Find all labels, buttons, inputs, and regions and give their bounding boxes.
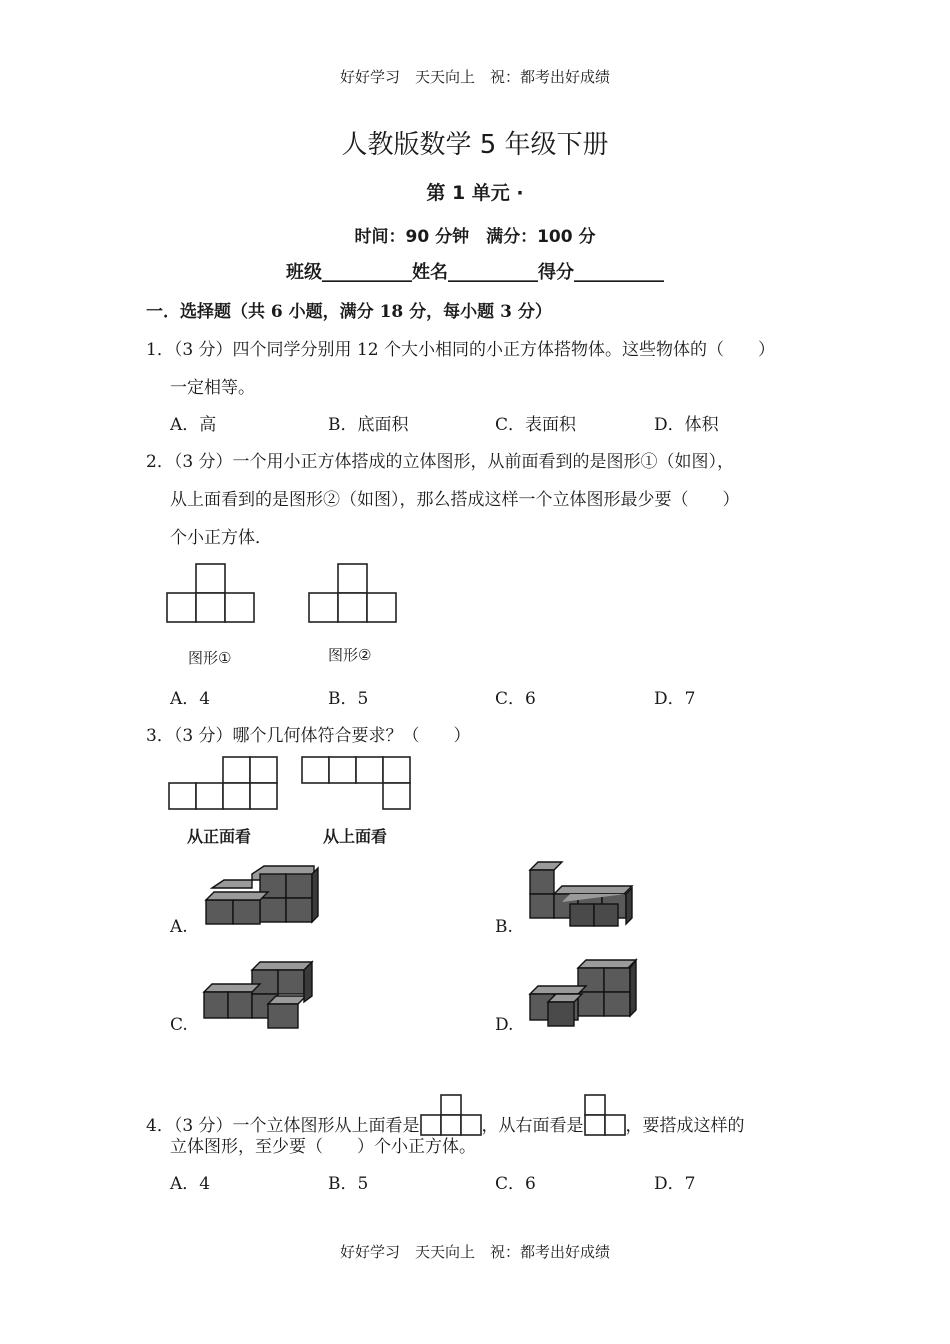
- name-blank[interactable]: __________: [448, 262, 538, 283]
- q4-line1: [146, 1093, 745, 1137]
- q2-option-b[interactable]: B．5: [328, 689, 369, 709]
- q3-option-b-solid: [528, 860, 638, 932]
- q3-front-view: [168, 756, 280, 812]
- name-label: 姓名: [412, 262, 448, 283]
- q2-figure-2: [308, 563, 398, 625]
- page-title: 人教版数学 5 年级下册: [341, 130, 609, 160]
- time-info: 时间：90 分钟 满分：100 分: [354, 227, 596, 247]
- q3-option-a-solid: [204, 866, 324, 932]
- q4-option-b[interactable]: B．5: [328, 1174, 369, 1194]
- score-blank[interactable]: __________: [574, 262, 664, 283]
- q1-line2: 一定相等。: [170, 378, 255, 398]
- q2-line1: 2．（3 分）一个用小正方体搭成的立体图形，从前面看到的是图形①（如图），: [146, 452, 735, 472]
- q4-option-c[interactable]: C．6: [495, 1174, 536, 1194]
- q3-front-view-label: 从正面看: [187, 827, 252, 846]
- q2-option-d[interactable]: D．7: [654, 689, 696, 709]
- q1-option-a[interactable]: A．高: [170, 415, 217, 435]
- unit-title: 第 1 单元 ·: [426, 182, 524, 204]
- section-title: 一．选择题（共 6 小题，满分 18 分，每小题 3 分）: [146, 302, 552, 322]
- q1-option-b[interactable]: B．底面积: [328, 415, 409, 435]
- q3-option-c-solid: [202, 962, 314, 1032]
- q2-figure-2-label: 图形②: [328, 646, 372, 664]
- q2-line2: 从上面看到的是图形②（如图），那么搭成这样一个立体图形最少要（ ）: [170, 490, 740, 510]
- q4-line2: 立体图形，至少要（ ）个小正方体。: [170, 1137, 476, 1157]
- q3-top-view: [301, 756, 413, 812]
- q1-line1: 1．（3 分）四个同学分别用 12 个大小相同的小正方体搭物体。这些物体的（ ）: [146, 340, 775, 360]
- q2-figure-1-label: 图形①: [188, 649, 232, 667]
- q4-text-c: ，要搭成这样的: [625, 1116, 745, 1136]
- q2-line3: 个小正方体．: [170, 528, 272, 548]
- page-header: 好好学习 天天向上 祝：都考出好成绩: [339, 68, 610, 86]
- q3-option-d[interactable]: D.: [495, 1015, 514, 1035]
- q2-option-a[interactable]: A．4: [170, 689, 211, 709]
- class-blank[interactable]: __________: [322, 262, 412, 283]
- q4-text-a: 4．（3 分）一个立体图形从上面看是: [146, 1116, 420, 1136]
- q3-line1: 3．（3 分）哪个几何体符合要求？（ ）: [146, 726, 471, 746]
- q2-option-c[interactable]: C．6: [495, 689, 536, 709]
- q3-option-c[interactable]: C.: [170, 1015, 188, 1035]
- q1-option-c[interactable]: C．表面积: [495, 415, 577, 435]
- q3-option-b[interactable]: B.: [495, 917, 513, 937]
- q2-figure-1: [166, 563, 256, 625]
- q4-option-a[interactable]: A．4: [170, 1174, 211, 1194]
- q3-option-d-solid: [528, 958, 640, 1032]
- class-label: 班级: [286, 262, 322, 283]
- q4-option-d[interactable]: D．7: [654, 1174, 696, 1194]
- q4-right-view-figure: [584, 1093, 626, 1137]
- page-footer: 好好学习 天天向上 祝：都考出好成绩: [339, 1243, 610, 1261]
- q1-option-d[interactable]: D．体积: [654, 415, 719, 435]
- q4-text-b: ，从右面看是: [481, 1116, 584, 1136]
- q3-top-view-label: 从上面看: [323, 827, 388, 846]
- score-label: 得分: [538, 262, 574, 283]
- student-info: [286, 258, 664, 284]
- q4-top-view-figure: [420, 1093, 482, 1137]
- q3-option-a[interactable]: A.: [170, 917, 188, 937]
